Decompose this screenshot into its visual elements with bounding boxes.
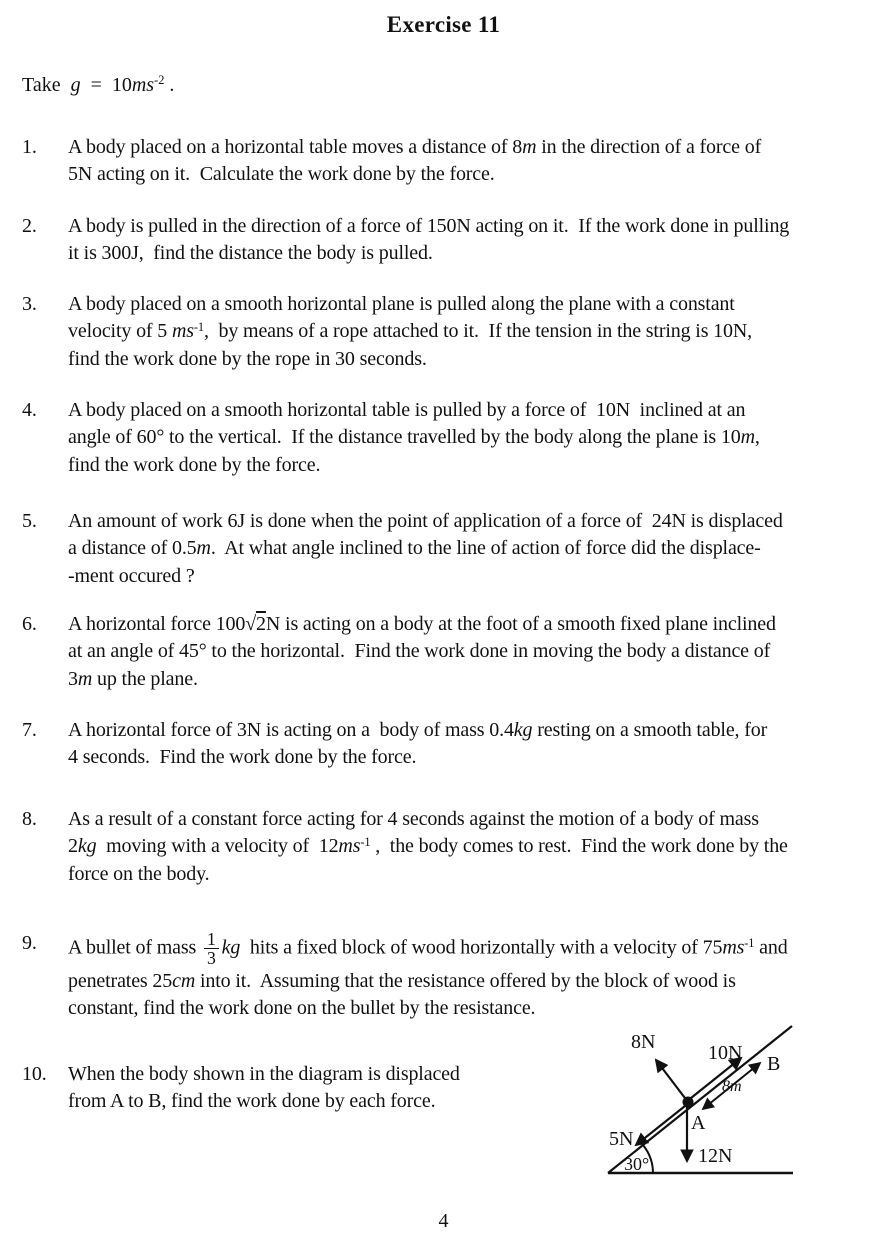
question-text [68,717,867,772]
distance-8m-label: 8m [722,1078,742,1095]
question-line: 4 seconds. Find the work done by the force. [68,746,417,769]
radicand: 2 [256,613,266,635]
question-number: 1. [22,136,37,158]
question-line: at an angle of 45° to the horizontal. Find the work done in moving the body a distance of [68,640,771,663]
force-8n-label: 8N [631,1031,656,1053]
question-text [68,397,867,479]
force-5n-label: 5N [609,1128,634,1150]
question-line: An amount of work 6J is done when the point of application of a force of 24N is displaced [68,510,783,532]
question-line: 2kg moving with a velocity of 12ms-1 , the body comes to rest. Find the work done by the [68,834,788,858]
force-8n-arrow [656,1060,688,1102]
question-line: velocity of 5 ms-1, by means of a rope attached to it. If the tension in the string is 10N, [68,319,753,343]
question-text [68,508,867,590]
question-line: A body placed on a horizontal table moves a distance of 8m in the direction of a force of [68,136,762,158]
question-text [68,291,867,373]
question-line: -ment occured ? [68,564,195,587]
question-number: 9. [22,932,37,954]
question-line: 3m up the plane. [68,667,198,690]
fraction: $\frac{1}{3}$ [204,930,219,968]
point-b-label: B [767,1053,781,1075]
question-text [68,134,867,189]
question-number: 10. [22,1063,47,1085]
question-item-8 [22,806,867,888]
question-line: it is 300J, find the distance the body is pulled. [68,242,433,265]
question-item-3 [22,291,867,373]
question-line: penetrates 25cm into it. Assuming that the resistance offered by the block of wood is [68,969,736,992]
question-item-7 [22,717,867,772]
question-line: find the work done by the rope in 30 seconds. [68,347,427,370]
angle-label: 30° [624,1154,650,1174]
question-line: force on the body. [68,862,210,885]
question-line: 5N acting on it. Calculate the work done by the force. [68,163,495,186]
question-text [68,930,867,1023]
question-line: a distance of 0.5m. At what angle inclined to the line of action of force did the displace- [68,537,761,560]
question-item-9 [22,930,867,1023]
intro-line: Take g = 10ms-2 . [22,73,175,96]
question-line: As a result of a constant force acting for 4 seconds against the motion of a body of mass [68,808,759,830]
question-line: find the work done by the force. [68,453,321,476]
question-number: 5. [22,510,37,532]
force-12n-label: 12N [698,1145,733,1167]
incline-diagram [595,1016,830,1186]
question-line: A body placed on a smooth horizontal plane is pulled along the plane with a constant [68,293,735,315]
question-line: A bullet of mass $\frac{1}{3}$ kg hits a fixed block of wood horizontally with a velocity of 75ms-1 and [68,929,788,969]
question-text [68,611,867,693]
page-number: 4 [438,1210,449,1232]
page-title: Exercise 11 [386,12,501,37]
question-text [68,213,867,268]
question-line: A body placed on a smooth horizontal table is pulled by a force of 10N inclined at an [68,399,746,421]
question-line: from A to B, find the work done by each force. [68,1090,436,1113]
point-a-label: A [691,1112,706,1134]
question-line: constant, find the work done on the bullet by the resistance. [68,997,536,1020]
question-number: 3. [22,293,37,315]
question-number: 6. [22,613,37,635]
question-line: A horizontal force of 3N is acting on a body of mass 0.4kg resting on a smooth table, for [68,719,768,741]
question-item-5 [22,508,867,590]
question-line: When the body shown in the diagram is displaced [68,1063,460,1085]
question-line: angle of 60° to the vertical. If the distance travelled by the body along the plane is 10m, [68,426,760,449]
question-line: A body is pulled in the direction of a force of 150N acting on it. If the work done in pulling [68,215,790,237]
force-10n-label: 10N [708,1042,743,1064]
question-item-4 [22,397,867,479]
force-5n-arrow [636,1106,685,1145]
question-text [68,806,867,888]
question-item-1 [22,134,867,189]
question-item-6 [22,611,867,693]
question-number: 2. [22,215,37,237]
question-number: 8. [22,808,37,830]
question-line: A horizontal force 100√2N is acting on a body at the foot of a smooth fixed plane inclined [68,613,776,635]
radical-sign: √ [245,613,257,635]
question-number: 7. [22,719,37,741]
question-number: 4. [22,399,37,421]
question-item-2 [22,213,867,268]
